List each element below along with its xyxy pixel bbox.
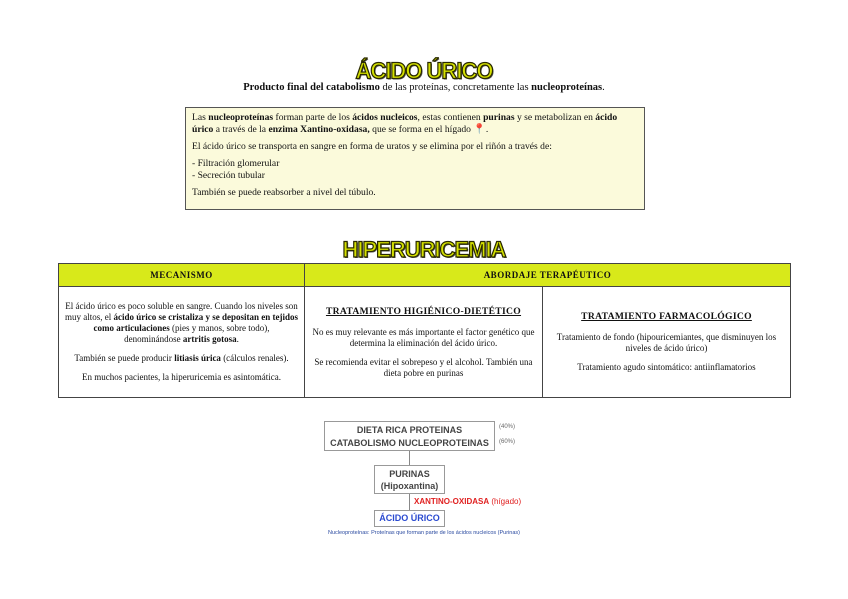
cell-text: (cálculos renales). [220,353,289,363]
info-text: forman parte de los [273,112,353,123]
subtitle-text-1: de las proteínas, concretamente las [379,82,532,93]
diet-catabolism-box [324,421,495,451]
page-title: ÁCIDO ÚRICO [355,57,493,84]
info-bold: ácido úrico [192,112,618,135]
pharma-paragraph-2: Tratamiento agudo sintomático: antiinflamatorios [577,362,756,372]
pharma-title: TRATAMIENTO FARMACOLÓGICO [581,311,752,322]
info-text: que se forma en el hígado [369,124,474,135]
purines-box [374,465,445,494]
info-paragraph-3: También se puede reabsorber a nivel del túbulo. [192,187,376,198]
info-list-item: - Filtración glomerular [192,158,280,169]
cell-text: (pies y manos, sobre todo), denominándose [124,323,270,344]
enzyme-name: XANTINO-OXIDASA [414,497,490,506]
cell-bold: ácido úrico se cristaliza y se depositan en tejidos como articulaciones [93,312,298,333]
header-mechanism: MECANISMO [59,264,305,287]
connector-line [409,494,410,510]
subtitle-text-2: . [602,82,605,93]
hygienic-paragraph-2: Se recomienda evitar el sobrepeso y el alcohol. También una dieta pobre en purinas [314,356,533,378]
section-title-hyperuricemia: HIPERURICEMIA [342,237,506,262]
info-text: a través de la [213,124,269,135]
location-pin-icon: 📍 [473,124,486,135]
cell-text: El ácido úrico es poco soluble en sangre. Cuando los niveles son muy altos, el [65,301,298,322]
diagram-footnote: Nucleoproteínas: Proteínas que forman parte de los ácidos nucleicos (Purinas) [328,530,520,536]
percent-60: (60%) [499,439,516,445]
pharma-paragraph-1: Tratamiento de fondo (hipouricemiantes, que disminuyen los niveles de ácido úrico) [556,332,777,353]
enzyme-label [414,497,521,506]
subtitle-bold-2: nucleoproteínas [531,82,603,93]
cell-text: . [236,334,239,344]
info-text: Las [192,112,209,123]
enzyme-location: (hígado) [489,497,522,506]
cell-bold: litiasis úrica [174,353,221,363]
hygienic-title: TRATAMIENTO HIGIÉNICO-DIETÉTICO [325,305,522,317]
purines-label: PURINAS [389,469,430,479]
info-text: , estas contienen [417,112,484,123]
hygienic-paragraph-1: No es muy relevante es más importante el factor genético que determina la eliminación del ácido úrico. [312,326,535,348]
info-text: y se metabolizan en [514,112,596,123]
cell-text: También se puede producir [74,353,175,363]
info-bold: nucleoproteínas [208,112,274,123]
catabolism-label: CATABOLISMO NUCLEOPROTEINAS [330,438,489,448]
info-bold: ácidos nucleicos [352,112,418,123]
info-paragraph-2: El ácido úrico se transporta en sangre en forma de uratos y se elimina por el riñón a través de: [192,141,552,152]
hypoxanthine-label: (Hipoxantina) [380,481,439,491]
connector-line [409,451,410,465]
mechanism-paragraph-3: En muchos pacientes, la hiperuricemia es asintomática. [82,372,281,382]
info-list-item: - Secreción tubular [192,170,265,181]
subtitle-bold-1: Producto final del catabolismo [243,82,380,93]
diet-label: DIETA RICA PROTEINAS [356,425,463,435]
header-therapeutic: ABORDAJE TERAPÉUTICO [305,264,791,287]
uric-acid-box: ÁCIDO ÚRICO [374,510,445,527]
percent-40: (40%) [499,424,516,430]
info-bold: purinas [483,112,515,123]
info-paragraph-1: Las nucleoproteínas forman parte de los ácidos nucleicos, estas contienen purinas y se metabolizan en ácido úrico a través de la enzima Xantino-oxidasa, que se forma en el hígado 📍. [192,112,618,135]
info-bold: enzima Xantino-oxidasa, [268,124,370,135]
cell-bold: artritis gotosa [182,334,237,344]
